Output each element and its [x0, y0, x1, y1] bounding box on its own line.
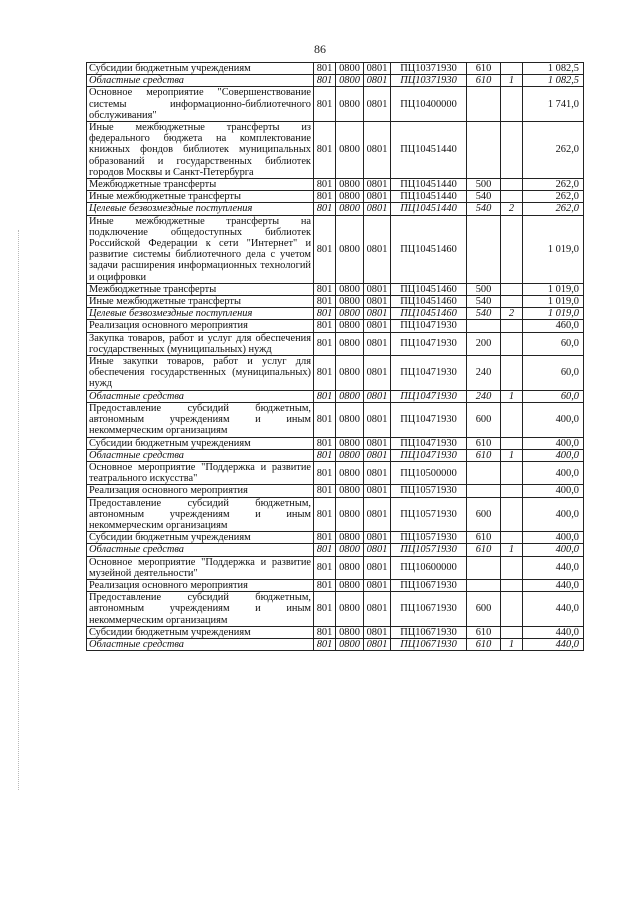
table-row — [87, 497, 584, 532]
source-code-cell — [501, 356, 523, 391]
target-article-cell: ПЦ10451460 — [391, 296, 467, 308]
table-row — [87, 320, 584, 332]
source-code-cell — [501, 497, 523, 532]
row-description: Субсидии бюджетным учреждениям — [87, 532, 314, 544]
subsection-code-cell: 0801 — [364, 626, 391, 638]
ministry-code-cell: 801 — [314, 390, 336, 402]
ministry-code-cell: 801 — [314, 461, 336, 484]
target-article-cell: ПЦ10400000 — [391, 87, 467, 122]
amount-cell: 400,0 — [523, 461, 584, 484]
source-code-cell — [501, 556, 523, 579]
expense-type-cell — [467, 485, 501, 497]
subsection-code-cell: 0801 — [364, 437, 391, 449]
section-code-cell: 0800 — [336, 296, 364, 308]
ministry-code-cell: 801 — [314, 638, 336, 650]
amount-cell: 440,0 — [523, 556, 584, 579]
subsection-code-cell: 0801 — [364, 203, 391, 215]
ministry-code-cell: 801 — [314, 356, 336, 391]
subsection-code-cell: 0801 — [364, 283, 391, 295]
section-code-cell: 0800 — [336, 320, 364, 332]
amount-cell: 400,0 — [523, 532, 584, 544]
row-description: Реализация основного мероприятия — [87, 485, 314, 497]
table-row — [87, 308, 584, 320]
target-article-cell: ПЦ10371930 — [391, 75, 467, 87]
table-row — [87, 283, 584, 295]
row-description: Целевые безвозмездные поступления — [87, 308, 314, 320]
row-description: Областные средства — [87, 544, 314, 556]
table-row — [87, 437, 584, 449]
page-number: 86 — [314, 42, 326, 56]
section-code-cell: 0800 — [336, 283, 364, 295]
source-code-cell — [501, 402, 523, 437]
section-code-cell: 0800 — [336, 191, 364, 203]
section-code-cell: 0800 — [336, 437, 364, 449]
expense-type-cell — [467, 215, 501, 283]
subsection-code-cell: 0801 — [364, 579, 391, 591]
expense-type-cell: 610 — [467, 63, 501, 75]
source-code-cell: 1 — [501, 638, 523, 650]
source-code-cell — [501, 215, 523, 283]
ministry-code-cell: 801 — [314, 332, 336, 355]
subsection-code-cell: 0801 — [364, 485, 391, 497]
ministry-code-cell: 801 — [314, 320, 336, 332]
subsection-code-cell: 0801 — [364, 638, 391, 650]
row-description: Основное мероприятие "Совершенствование системы информационно-библиотечного обслуживания" — [87, 87, 314, 122]
ministry-code-cell: 801 — [314, 497, 336, 532]
amount-cell: 60,0 — [523, 332, 584, 355]
expense-type-cell: 540 — [467, 308, 501, 320]
expense-type-cell: 610 — [467, 449, 501, 461]
expense-type-cell: 610 — [467, 638, 501, 650]
ministry-code-cell: 801 — [314, 437, 336, 449]
row-description: Областные средства — [87, 390, 314, 402]
table-row — [87, 638, 584, 650]
table-row — [87, 390, 584, 402]
section-code-cell: 0800 — [336, 87, 364, 122]
expense-type-cell: 600 — [467, 592, 501, 627]
ministry-code-cell: 801 — [314, 215, 336, 283]
source-code-cell — [501, 296, 523, 308]
section-code-cell: 0800 — [336, 579, 364, 591]
row-description: Межбюджетные трансферты — [87, 179, 314, 191]
ministry-code-cell: 801 — [314, 626, 336, 638]
target-article-cell: ПЦ10471930 — [391, 390, 467, 402]
ministry-code-cell: 801 — [314, 87, 336, 122]
expense-type-cell: 610 — [467, 437, 501, 449]
row-description: Областные средства — [87, 638, 314, 650]
source-code-cell: 2 — [501, 308, 523, 320]
row-description: Закупка товаров, работ и услуг для обеспечения государственных (муниципальных) нужд — [87, 332, 314, 355]
expense-type-cell — [467, 461, 501, 484]
source-code-cell — [501, 485, 523, 497]
source-code-cell: 1 — [501, 544, 523, 556]
expense-type-cell: 610 — [467, 532, 501, 544]
subsection-code-cell: 0801 — [364, 449, 391, 461]
target-article-cell: ПЦ10471930 — [391, 402, 467, 437]
table-row — [87, 402, 584, 437]
row-description: Иные закупки товаров, работ и услуг для обеспечения государственных (муниципальных) нужд — [87, 356, 314, 391]
amount-cell: 400,0 — [523, 402, 584, 437]
section-code-cell: 0800 — [336, 592, 364, 627]
subsection-code-cell: 0801 — [364, 75, 391, 87]
source-code-cell — [501, 332, 523, 355]
target-article-cell: ПЦ10451440 — [391, 122, 467, 179]
section-code-cell: 0800 — [336, 75, 364, 87]
section-code-cell: 0800 — [336, 626, 364, 638]
row-description: Субсидии бюджетным учреждениям — [87, 437, 314, 449]
section-code-cell: 0800 — [336, 556, 364, 579]
subsection-code-cell: 0801 — [364, 461, 391, 484]
row-description: Основное мероприятие "Поддержка и развитие музейной деятельности" — [87, 556, 314, 579]
ministry-code-cell: 801 — [314, 485, 336, 497]
section-code-cell: 0800 — [336, 449, 364, 461]
target-article-cell: ПЦ10571930 — [391, 532, 467, 544]
expense-type-cell: 610 — [467, 75, 501, 87]
amount-cell: 1 741,0 — [523, 87, 584, 122]
table-row — [87, 191, 584, 203]
amount-cell: 400,0 — [523, 485, 584, 497]
section-code-cell: 0800 — [336, 332, 364, 355]
expense-type-cell: 540 — [467, 191, 501, 203]
target-article-cell: ПЦ10571930 — [391, 485, 467, 497]
expense-type-cell: 540 — [467, 296, 501, 308]
row-description: Основное мероприятие "Поддержка и развитие театрального искусства" — [87, 461, 314, 484]
binding-margin-line — [18, 230, 19, 790]
target-article-cell: ПЦ10471930 — [391, 437, 467, 449]
section-code-cell: 0800 — [336, 544, 364, 556]
section-code-cell: 0800 — [336, 356, 364, 391]
source-code-cell — [501, 461, 523, 484]
row-description: Реализация основного мероприятия — [87, 320, 314, 332]
subsection-code-cell: 0801 — [364, 390, 391, 402]
section-code-cell: 0800 — [336, 497, 364, 532]
expense-type-cell: 600 — [467, 497, 501, 532]
source-code-cell — [501, 320, 523, 332]
source-code-cell — [501, 87, 523, 122]
table-row — [87, 461, 584, 484]
section-code-cell: 0800 — [336, 402, 364, 437]
row-description: Иные межбюджетные трансферты на подключение общедоступных библиотек Российской Федерации к сети "Интернет" и развитие системы библиотечного дела с учетом задачи расширения информационных технологий и оцифровки — [87, 215, 314, 283]
ministry-code-cell: 801 — [314, 75, 336, 87]
section-code-cell: 0800 — [336, 179, 364, 191]
ministry-code-cell: 801 — [314, 179, 336, 191]
amount-cell: 1 019,0 — [523, 296, 584, 308]
subsection-code-cell: 0801 — [364, 592, 391, 627]
table-row — [87, 215, 584, 283]
section-code-cell: 0800 — [336, 390, 364, 402]
row-description: Предоставление субсидий бюджетным, автономным учреждениям и иным некоммерческим организациям — [87, 497, 314, 532]
expense-type-cell: 500 — [467, 179, 501, 191]
row-description: Предоставление субсидий бюджетным, автономным учреждениям и иным некоммерческим организациям — [87, 402, 314, 437]
ministry-code-cell: 801 — [314, 308, 336, 320]
target-article-cell: ПЦ10451440 — [391, 203, 467, 215]
expense-type-cell: 600 — [467, 402, 501, 437]
row-description: Целевые безвозмездные поступления — [87, 203, 314, 215]
target-article-cell: ПЦ10451460 — [391, 308, 467, 320]
amount-cell: 440,0 — [523, 592, 584, 627]
table-row — [87, 356, 584, 391]
subsection-code-cell: 0801 — [364, 215, 391, 283]
source-code-cell — [501, 122, 523, 179]
target-article-cell: ПЦ10451460 — [391, 283, 467, 295]
row-description: Реализация основного мероприятия — [87, 579, 314, 591]
ministry-code-cell: 801 — [314, 63, 336, 75]
source-code-cell — [501, 179, 523, 191]
ministry-code-cell: 801 — [314, 556, 336, 579]
expense-type-cell — [467, 87, 501, 122]
target-article-cell: ПЦ10471930 — [391, 332, 467, 355]
ministry-code-cell: 801 — [314, 283, 336, 295]
expense-type-cell: 240 — [467, 390, 501, 402]
expense-type-cell — [467, 579, 501, 591]
amount-cell: 60,0 — [523, 356, 584, 391]
section-code-cell: 0800 — [336, 485, 364, 497]
row-description: Областные средства — [87, 449, 314, 461]
target-article-cell: ПЦ10671930 — [391, 592, 467, 627]
ministry-code-cell: 801 — [314, 532, 336, 544]
amount-cell: 440,0 — [523, 638, 584, 650]
expense-type-cell: 610 — [467, 626, 501, 638]
section-code-cell: 0800 — [336, 215, 364, 283]
table-row — [87, 332, 584, 355]
section-code-cell: 0800 — [336, 63, 364, 75]
amount-cell: 1 082,5 — [523, 63, 584, 75]
ministry-code-cell: 801 — [314, 402, 336, 437]
source-code-cell: 1 — [501, 75, 523, 87]
source-code-cell — [501, 579, 523, 591]
table-row — [87, 556, 584, 579]
row-description: Областные средства — [87, 75, 314, 87]
target-article-cell: ПЦ10571930 — [391, 544, 467, 556]
section-code-cell: 0800 — [336, 122, 364, 179]
table-row — [87, 485, 584, 497]
subsection-code-cell: 0801 — [364, 308, 391, 320]
subsection-code-cell: 0801 — [364, 191, 391, 203]
subsection-code-cell: 0801 — [364, 179, 391, 191]
subsection-code-cell: 0801 — [364, 544, 391, 556]
target-article-cell: ПЦ10671930 — [391, 626, 467, 638]
table-row — [87, 449, 584, 461]
amount-cell: 60,0 — [523, 390, 584, 402]
section-code-cell: 0800 — [336, 203, 364, 215]
subsection-code-cell: 0801 — [364, 402, 391, 437]
amount-cell: 1 019,0 — [523, 308, 584, 320]
subsection-code-cell: 0801 — [364, 87, 391, 122]
subsection-code-cell: 0801 — [364, 296, 391, 308]
table-row — [87, 63, 584, 75]
section-code-cell: 0800 — [336, 461, 364, 484]
table-row — [87, 75, 584, 87]
expense-type-cell — [467, 320, 501, 332]
source-code-cell — [501, 626, 523, 638]
target-article-cell: ПЦ10451440 — [391, 191, 467, 203]
target-article-cell: ПЦ10471930 — [391, 320, 467, 332]
amount-cell: 1 082,5 — [523, 75, 584, 87]
table-row — [87, 122, 584, 179]
table-row — [87, 544, 584, 556]
row-description: Субсидии бюджетным учреждениям — [87, 63, 314, 75]
amount-cell: 262,0 — [523, 203, 584, 215]
ministry-code-cell: 801 — [314, 203, 336, 215]
amount-cell: 440,0 — [523, 626, 584, 638]
ministry-code-cell: 801 — [314, 592, 336, 627]
ministry-code-cell: 801 — [314, 122, 336, 179]
subsection-code-cell: 0801 — [364, 497, 391, 532]
source-code-cell: 1 — [501, 390, 523, 402]
target-article-cell: ПЦ10571930 — [391, 497, 467, 532]
subsection-code-cell: 0801 — [364, 332, 391, 355]
amount-cell: 400,0 — [523, 437, 584, 449]
expense-type-cell: 200 — [467, 332, 501, 355]
source-code-cell — [501, 191, 523, 203]
expense-type-cell: 240 — [467, 356, 501, 391]
budget-table — [86, 62, 584, 651]
row-description: Межбюджетные трансферты — [87, 283, 314, 295]
target-article-cell: ПЦ10471930 — [391, 449, 467, 461]
table-row — [87, 532, 584, 544]
table-row — [87, 87, 584, 122]
row-description: Иные межбюджетные трансферты — [87, 296, 314, 308]
target-article-cell: ПЦ10671930 — [391, 638, 467, 650]
row-description: Предоставление субсидий бюджетным, автономным учреждениям и иным некоммерческим организациям — [87, 592, 314, 627]
row-description: Иные межбюджетные трансферты из федерального бюджета на комплектование книжных фондов библиотек муниципальных образований и государственных библиотек городов Москвы и Санкт-Петербурга — [87, 122, 314, 179]
target-article-cell: ПЦ10600000 — [391, 556, 467, 579]
source-code-cell — [501, 437, 523, 449]
table-row — [87, 626, 584, 638]
ministry-code-cell: 801 — [314, 296, 336, 308]
subsection-code-cell: 0801 — [364, 356, 391, 391]
ministry-code-cell: 801 — [314, 191, 336, 203]
target-article-cell: ПЦ10371930 — [391, 63, 467, 75]
amount-cell: 440,0 — [523, 579, 584, 591]
section-code-cell: 0800 — [336, 638, 364, 650]
row-description: Иные межбюджетные трансферты — [87, 191, 314, 203]
amount-cell: 262,0 — [523, 179, 584, 191]
source-code-cell — [501, 63, 523, 75]
ministry-code-cell: 801 — [314, 579, 336, 591]
budget-table-body — [87, 63, 584, 651]
target-article-cell: ПЦ10471930 — [391, 356, 467, 391]
table-row — [87, 203, 584, 215]
source-code-cell — [501, 592, 523, 627]
source-code-cell: 1 — [501, 449, 523, 461]
table-row — [87, 296, 584, 308]
expense-type-cell: 610 — [467, 544, 501, 556]
subsection-code-cell: 0801 — [364, 532, 391, 544]
amount-cell: 400,0 — [523, 449, 584, 461]
expense-type-cell — [467, 556, 501, 579]
subsection-code-cell: 0801 — [364, 556, 391, 579]
table-row — [87, 179, 584, 191]
section-code-cell: 0800 — [336, 308, 364, 320]
target-article-cell: ПЦ10451440 — [391, 179, 467, 191]
expense-type-cell — [467, 122, 501, 179]
amount-cell: 262,0 — [523, 191, 584, 203]
ministry-code-cell: 801 — [314, 449, 336, 461]
target-article-cell: ПЦ10451460 — [391, 215, 467, 283]
amount-cell: 1 019,0 — [523, 215, 584, 283]
expense-type-cell: 500 — [467, 283, 501, 295]
ministry-code-cell: 801 — [314, 544, 336, 556]
subsection-code-cell: 0801 — [364, 63, 391, 75]
source-code-cell — [501, 283, 523, 295]
amount-cell: 262,0 — [523, 122, 584, 179]
table-row — [87, 579, 584, 591]
target-article-cell: ПЦ10500000 — [391, 461, 467, 484]
source-code-cell: 2 — [501, 203, 523, 215]
expense-type-cell: 540 — [467, 203, 501, 215]
table-row — [87, 592, 584, 627]
amount-cell: 460,0 — [523, 320, 584, 332]
subsection-code-cell: 0801 — [364, 320, 391, 332]
row-description: Субсидии бюджетным учреждениям — [87, 626, 314, 638]
amount-cell: 400,0 — [523, 544, 584, 556]
target-article-cell: ПЦ10671930 — [391, 579, 467, 591]
amount-cell: 400,0 — [523, 497, 584, 532]
section-code-cell: 0800 — [336, 532, 364, 544]
source-code-cell — [501, 532, 523, 544]
amount-cell: 1 019,0 — [523, 283, 584, 295]
subsection-code-cell: 0801 — [364, 122, 391, 179]
